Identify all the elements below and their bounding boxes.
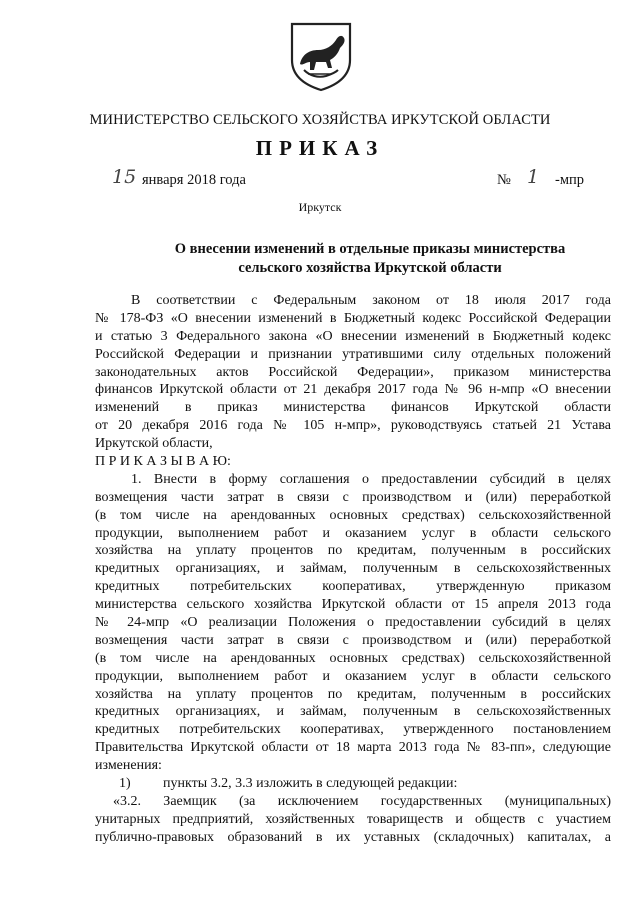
document-subject bbox=[150, 240, 590, 278]
coat-of-arms-icon bbox=[288, 20, 354, 92]
preamble-line: № 178-ФЗ «О внесении изменений в Бюджетный кодекс Российской Федерации bbox=[95, 310, 611, 326]
subject-line: сельского хозяйства Иркутской области bbox=[238, 260, 502, 276]
order-word: П Р И К А З Ы В А Ю: bbox=[95, 454, 231, 470]
point-line: продукции, выполнением работ и оказанием услуг в области сельского bbox=[95, 525, 611, 541]
point-line: кредитных потребительских кооперативах, утвержденного постановлением bbox=[95, 722, 611, 738]
point-line: 1. Внести в форму соглашения о предоставлении субсидий в целях bbox=[131, 471, 611, 487]
preamble-line: Иркутской области, bbox=[95, 436, 213, 452]
point-line: (в том числе на арендованных основных средствах) сельскохозяйственной bbox=[95, 650, 611, 666]
document-body bbox=[95, 292, 611, 847]
subitem-line bbox=[95, 775, 611, 793]
date-text: января 2018 года bbox=[142, 172, 246, 188]
point-line: хозяйства на уплату процентов по кредитам, полученным в российских bbox=[95, 686, 611, 702]
quote-line: унитарных предприятий, хозяйственных товариществ и обществ с участием bbox=[95, 811, 611, 827]
date-number-row bbox=[112, 168, 600, 194]
preamble-line: и статью 3 Федерального закона «О внесении изменений в Бюджетный кодекс bbox=[95, 328, 611, 344]
point-line: возмещения части затрат в связи с производством и (или) переработкой bbox=[95, 632, 611, 648]
point-line: министерства сельского хозяйства Иркутской области от 15 апреля 2013 года bbox=[95, 597, 611, 613]
preamble-line: В соответствии с Федеральным законом от 18 июля 2017 года bbox=[131, 293, 611, 308]
point-line: № 24-мпр «О реализации Положения о предоставлении субсидий в целях bbox=[95, 615, 611, 631]
quote-line: «3.2. Заемщик (за исключением государственных (муниципальных) bbox=[113, 793, 611, 809]
preamble-line: от 20 декабря 2016 года № 105 н-мпр», руководствуясь статьей 21 Устава bbox=[95, 418, 611, 434]
date-day-handwritten: 15 bbox=[112, 166, 137, 188]
subitem-number: 1) bbox=[119, 776, 131, 792]
preamble-line: Российской Федерации и признании утратившими силу отдельных положений bbox=[95, 346, 611, 362]
point-line: Правительства Иркутской области от 18 марта 2013 года № 83-пп», следующие bbox=[95, 740, 611, 756]
point-line: кредитных потребительских кооперативах, утвержденную приказом bbox=[95, 579, 611, 595]
number-suffix: -мпр bbox=[555, 172, 585, 188]
preamble-line: изменений в приказ министерства финансов Иркутской области bbox=[95, 400, 611, 416]
point-line: кредитных организациях, и займам, полученным в сельскохозяйственных bbox=[95, 704, 611, 720]
point-line: продукции, выполнением работ и оказанием услуг в области сельского bbox=[95, 668, 611, 684]
preamble-line: финансов Иркутской области от 21 декабря 2017 года № 96 н-мпр «О внесении bbox=[95, 382, 611, 398]
preamble-line: законодательных актов Российской Федерации», приказом министерства bbox=[95, 364, 611, 380]
subject-line: О внесении изменений в отдельные приказы министерства bbox=[174, 241, 566, 257]
document-type-title: ПРИКАЗ bbox=[255, 136, 385, 160]
quote-line: публично-правовых образований в их уставных (складочных) капиталах, а bbox=[95, 829, 611, 845]
point-line: возмещения части затрат в связи с производством и (или) переработкой bbox=[95, 489, 611, 505]
point-line: (в том числе на арендованных основных средствах) сельскохозяйственной bbox=[95, 507, 611, 523]
city-name: Иркутск bbox=[298, 200, 342, 214]
point-line: изменения: bbox=[95, 758, 162, 774]
point-line: хозяйства на уплату процентов по кредитам, полученным в российских bbox=[95, 543, 611, 559]
number-sign: № bbox=[497, 172, 511, 188]
ministry-name: МИНИСТЕРСТВО СЕЛЬСКОГО ХОЗЯЙСТВА ИРКУТСКОЙ ОБЛАСТИ bbox=[89, 112, 551, 128]
number-handwritten: 1 bbox=[527, 166, 540, 188]
subitem-text: пункты 3.2, 3.3 изложить в следующей редакции: bbox=[163, 776, 458, 792]
point-line: кредитных организациях, и займам, полученным в сельскохозяйственных bbox=[95, 561, 611, 577]
